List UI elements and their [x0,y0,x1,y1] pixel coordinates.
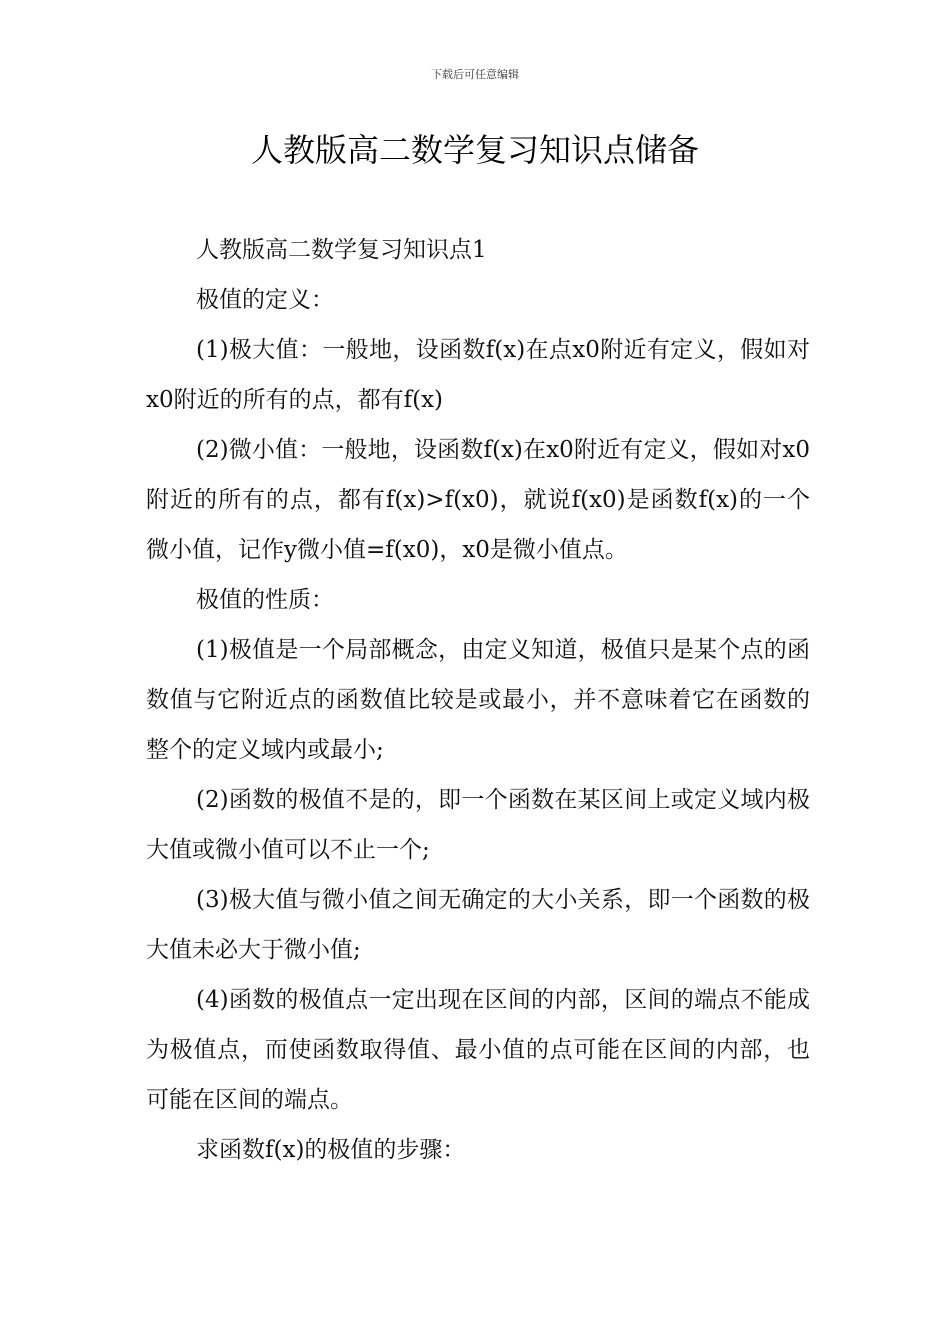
paragraph: 求函数f(x)的极值的步骤： [196,1137,466,1163]
paragraph: (1)极值是一个局部概念，由定义知道，极值只是某个点的函数值与它附近点的函数值比较是或最小，并不意味着它在函数的整个的定义域内或最小; [146,637,810,763]
paragraph: 极值的性质： [196,587,334,613]
document-body [146,225,810,1175]
paragraph: (4)函数的极值点一定出现在区间的内部，区间的端点不能成为极值点，而使函数取得值、最小值的点可能在区间的内部，也可能在区间的端点。 [146,987,810,1113]
paragraph: (3)极大值与微小值之间无确定的大小关系，即一个函数的极大值未必大于微小值; [146,887,810,963]
paragraph: 极值的定义： [196,287,334,313]
header-note: 下载后可任意编辑 [431,68,519,81]
section-heading: 人教版高二数学复习知识点1 [196,237,487,263]
paragraph: (1)极大值：一般地，设函数f(x)在点x0附近有定义，假如对x0附近的所有的点，都有f(x) [146,337,810,413]
paragraph: (2)微小值：一般地，设函数f(x)在x0附近有定义，假如对x0附近的所有的点，都有f(x)>f(x0)，就说f(x0)是函数f(x)的一个微小值，记作y微小值=f(x0)，x0是微小值点。 [146,437,810,563]
document-title: 人教版高二数学复习知识点储备 [250,131,699,169]
paragraph: (2)函数的极值不是的，即一个函数在某区间上或定义域内极大值或微小值可以不止一个; [146,787,810,863]
